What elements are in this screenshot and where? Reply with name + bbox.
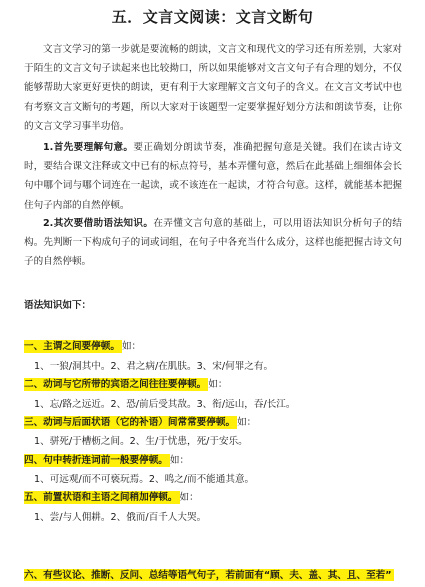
rule-3-label: 三、动词与后面状语（它的补语）间常常要停顿。: [24, 417, 236, 428]
rule-4-example: 1、可远观/而不可亵玩焉。2、鸣之/而不能通其意。: [34, 474, 255, 485]
rule-4-heading: [24, 452, 189, 466]
rule-6-heading: [24, 567, 418, 581]
rule-5-suffix: 如：: [179, 492, 199, 503]
rule-1-suffix: 如：: [121, 341, 142, 352]
rule-4-label: 四、句中转折连词前一般要停顿。: [24, 455, 168, 466]
rule-3-example: 1、骈死/于槽枥之间。2、生/于忧患，死/于安乐。: [34, 436, 248, 447]
grammar-heading: 语法知识如下：: [24, 300, 92, 311]
rule-5-heading: [24, 489, 199, 503]
rule-6-label: 六、有些议论、推断、反问、总结等语气句子，若前面有“顾、夫、盖、其、且、至若”: [24, 570, 392, 581]
rule-2-label: 二、动词与它所带的宾语之间往往要停顿。: [24, 379, 207, 390]
rule-1-heading: [24, 338, 141, 352]
rule-1-example: 1、一狼/洞其中。2、君之病/在肌肤。3、宋/何罪之有。: [34, 361, 274, 372]
point-2-lead: 2.其次要借助语法知识。: [43, 218, 154, 229]
point-1-lead: 1.首先要理解句意。: [43, 142, 134, 153]
point-1-text: 要正确划分朗读节奏，准确把握句意是关键。我们在读古诗文时，要结合课文注释或文中已有的标点符号，基本弄懂句意，然后在此基础上细细体会长句中哪个词与哪个词连在一起读，或不该连在一起读，才符合句意。这样，就能基本把握住句子内部的自然停顿。: [24, 142, 402, 211]
rule-4-suffix: 如：: [169, 455, 190, 466]
point-2-paragraph: [24, 214, 402, 272]
point-1-paragraph: [24, 138, 402, 215]
page-title: 五．文言文阅读：文言文断句: [111, 8, 314, 26]
rule-5-label: 五、前置状语和主语之间稍加停顿。: [24, 492, 178, 503]
intro-paragraph: 文言文学习的第一步就是要流畅的朗读，文言文和现代文的学习还有所差别，大家对于陌生的文言文句子读起来也比较拗口，所以如果能够对文言文句子有合理的划分，不仅能够帮助大家更好更快的朗读，更有利于大家理解文言文句子的含义。在文言文考试中也有考察文言文断句的考题，所以大家对于该题型一定要掌握好划分方法和朗读节奏，让你的文言文学习事半功倍。: [24, 44, 402, 132]
point-2-text: 在弄懂文言句意的基础上，可以用语法知识分析句子的结构。先判断一下构成句子的词或词组，在句子中各充当什么成分，这样也能把握古诗文句子的自然停顿。: [24, 218, 402, 268]
rule-5-example: 1、尝/与人佣耕。2、俄而/百千人大哭。: [34, 512, 207, 523]
rule-2-heading: [24, 376, 227, 390]
rule-3-heading: [24, 414, 256, 428]
rule-2-suffix: 如：: [208, 379, 228, 390]
rule-3-suffix: 如：: [237, 417, 257, 428]
rule-2-example: 1、忘/路之远近。2、恐/前后受其敌。3、衔/远山，吞/长江。: [34, 399, 296, 410]
rule-1-label: 一、主谓之间要停顿。: [24, 341, 120, 352]
